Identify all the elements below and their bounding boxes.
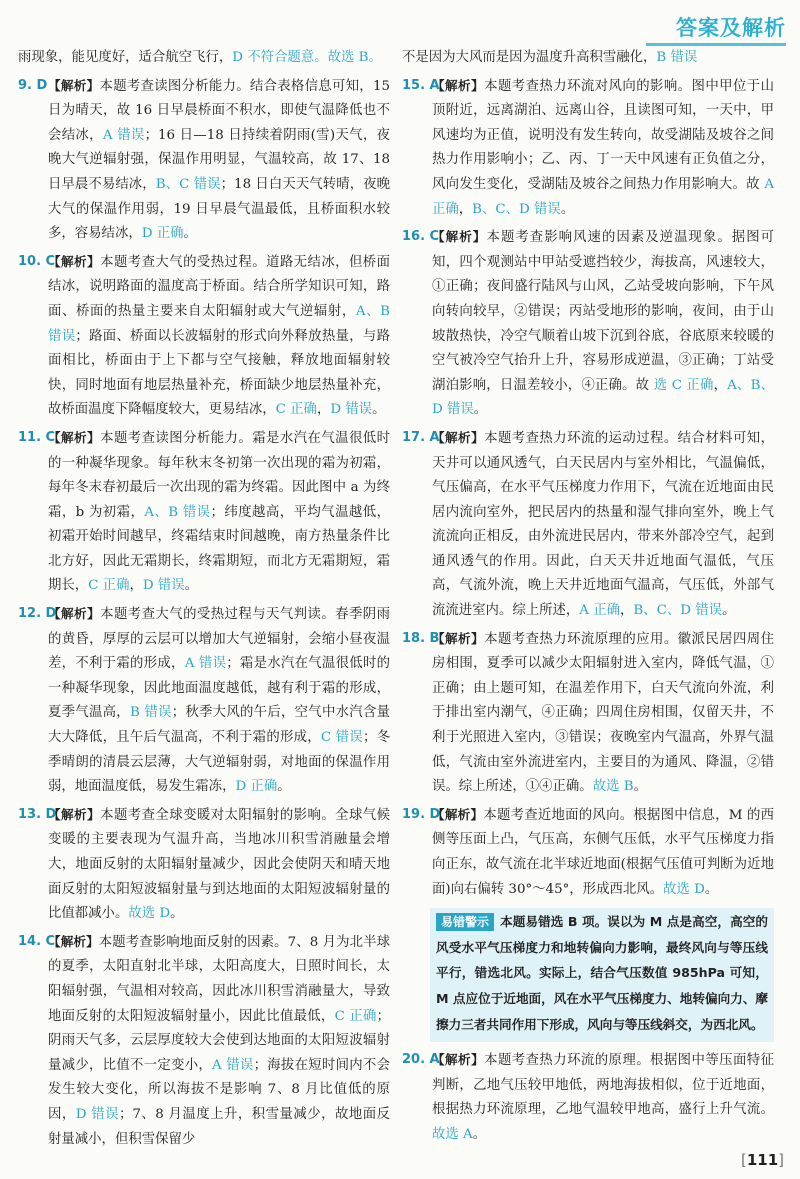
analysis-text: 。 xyxy=(472,1126,487,1142)
analysis-text: ；7、8 月温度上升，积雪量减少，故地面反射量减小，但积雪保留少 xyxy=(48,1106,391,1147)
answer-highlight: D 错误 xyxy=(142,578,185,594)
analysis-text: ， xyxy=(129,578,143,594)
right-column xyxy=(402,46,774,1151)
question-number: 10. C xyxy=(18,253,56,269)
answer-item xyxy=(18,250,390,423)
answer-highlight: A 错误 xyxy=(102,127,145,143)
analysis-text: 本题考查近地面的风向。根据图中信息，M 的西侧等压面上凸，气压高，东侧气压低，水平气压梯度力指向正东，故气流在北半球近地面(根据气压值可判断为近地面)向右偏转 30°～45°，形成西北风。 xyxy=(432,807,775,897)
question-number: 12. D xyxy=(18,606,57,622)
analysis-text: 。 xyxy=(704,881,719,897)
answer-highlight: A 正确 xyxy=(579,603,621,619)
answer-list-right xyxy=(402,74,774,903)
answer-list-left xyxy=(18,74,390,1153)
warning-text: 本题易错选 B 项。误以为 M 点是高空，高空的风受水平气压梯度力和地转偏向力影响，最终风向与等压线平行，错选北风。实际上，结合气压数值 985hPa 可知，M 点应位于近地面，风在水平气压梯度力、地转偏向力、摩擦力三者共同作用下形成，风向与等压线斜交，为西北风。 xyxy=(436,914,768,1032)
analysis-tag: 【解析】 xyxy=(432,429,485,445)
analysis-text: ， xyxy=(620,603,634,619)
answer-highlight: 故选 B xyxy=(592,779,634,795)
analysis-tag: 【解析】 xyxy=(432,229,487,245)
answer-highlight: D 错误 xyxy=(330,402,373,418)
analysis-text: ；纬度越高，平均气温越低，初霜开始时间越早，终霜结束时间越晚，南方热量条件比北方好，因此无霜期长，终霜期短，而北方无霜期短，霜期长， xyxy=(48,504,391,594)
page-number: [111] xyxy=(740,1151,784,1169)
answer-highlight: D 错误 xyxy=(75,1106,119,1122)
continuation-text: 雨现象，能见度好，适合航空飞行，D 不符合题意。故选 B。 xyxy=(18,50,382,65)
answer-highlight: C 正确 xyxy=(275,402,317,418)
question-number: 20. A xyxy=(402,1052,440,1068)
answer-item xyxy=(18,426,390,599)
answer-item xyxy=(402,74,774,223)
analysis-text: ；霜是水汽在气温很低时的一种凝华现象，因此地面温度越低，越有利于霜的形成，夏季气温高， xyxy=(48,656,391,721)
answer-item xyxy=(402,1048,774,1147)
analysis-text: ；18 日白天天气转晴，夜晚大气的保温作用弱，19 日早晨气温最低，且桥面积水较多，容易结冰， xyxy=(48,176,391,242)
warning-label: 易错警示 xyxy=(436,913,494,931)
analysis-text: 本题考查热力环流原理的应用。徽派民居四周住房相围，夏季可以减少太阳辐射进入室内，降低气温，①正确；由上题可知，在温差作用下，白天气流向外流，利于排出室内潮气，④正确；四周住房相围，仅留天井，不利于光照进入室内，③错误；夜晚室内气温高，外界气温低，气流由室外流进室内，主要目的为通风、降温，②错误。综上所述，①④正确。 xyxy=(432,631,775,795)
answer-highlight: 故选 D xyxy=(663,881,705,897)
analysis-text: 本题考查影响地面反射的因素。7、8 月为北半球的夏季，太阳直射北半球，太阳高度大，日照时间长，太阳辐射强，气温相对较高，因此冰川积雪消融量大，导致地面反射的太阳短波辐射量小，因此比值最低， xyxy=(48,934,391,1024)
answer-item xyxy=(402,426,774,624)
analysis-text: ；冬季晴朗的清晨云层薄，大气逆辐射弱，对地面的保温作用弱，地面温度低，易发生霜冻， xyxy=(48,730,391,795)
left-column xyxy=(18,46,390,1155)
error-warning-box xyxy=(430,908,774,1042)
analysis-text: 。 xyxy=(473,402,488,418)
answer-highlight: B、C、D 错误 xyxy=(633,603,723,619)
answer-item xyxy=(402,225,774,423)
analysis-tag: 【解析】 xyxy=(48,806,101,822)
answer-highlight: B、C、D 错误 xyxy=(472,201,561,217)
analysis-text: 。 xyxy=(372,402,386,418)
question-number: 11. C xyxy=(18,429,56,445)
answer-highlight: D 正确 xyxy=(235,779,278,795)
analysis-text: 。 xyxy=(722,603,736,619)
analysis-text: ；海拔在短时间内不会发生较大变化，所以海拔不是影响 7、8 月比值低的原因， xyxy=(48,1057,390,1122)
answer-item xyxy=(402,627,774,800)
analysis-tag: 【解析】 xyxy=(432,77,485,93)
analysis-tag: 【解析】 xyxy=(48,606,101,622)
analysis-text: 本题考查热力环流的原理。根据图中等压面特征判断，乙地气压较甲地低，两地海拔相似，位于近地面，根据热力环流原理，乙地气温较甲地高，盛行上升气流。 xyxy=(432,1053,775,1118)
analysis-text: 本题考查热力环流对风向的影响。图中甲位于山顶附近，远离湖泊、远离山谷，且读图可知，一天中，甲风速均为正值，说明没有发生转向，故受湖陆及坡谷之间热力作用影响小；乙、丙、丁一天中风速有正负值之分，风向发生变化，受湖陆及坡谷之间热力作用影响大。故 xyxy=(432,78,775,192)
answer-highlight: A 正确 xyxy=(432,176,774,217)
answer-highlight: C 正确 xyxy=(334,1008,377,1024)
question-number: 9. D xyxy=(18,77,48,93)
answer-item xyxy=(18,803,390,927)
question-number: 14. C xyxy=(18,933,56,949)
analysis-text: 本题考查影响风速的因素及逆温现象。据图可知，四个观测站中甲站受遮挡较少，海拔高，风速较大，①正确；夜间盛行陆风与山风，乙站受坡向影响，下午风向转向较早，②错误；丙站受地形的影响，夜间，由于山坡散热快，冷空气顺着山坡下沉到谷底，谷底原来较暖的空气被冷空气抬升上升，容易形成逆温，③正确；丁站受湖泊影响，日温差较小，④正确。故 xyxy=(432,230,775,393)
answer-highlight: B 错误 xyxy=(129,705,172,721)
answer-highlight: B、C 错误 xyxy=(155,176,221,192)
answer-item xyxy=(18,602,390,800)
analysis-text: 本题考查热力环流的运动过程。结合材料可知，天井可以通风透气，白天民居内与室外相比，气温偏低，气压偏高，在水平气压梯度力作用下，气流在近地面由民居内流向室外，把民居内的热量和湿气排向室外，晚上气流流向正相反，由外流进民居内，带来外部冷空气，起到通风透气的作用。因此，白天天井近地面气温低，气压高，气流外流，晚上天井近地面气温高，气压低，外部气流流进室内。综上所述， xyxy=(432,430,775,619)
analysis-text: 本题考查大气的受热过程。道路无结冰，但桥面结冰，说明路面的温度高于桥面。结合所学知识可知，路面、桥面的热量主要来自太阳辐射或大气逆辐射， xyxy=(48,254,391,319)
header-title: 答案及解析 xyxy=(676,16,786,40)
analysis-text: 。 xyxy=(277,779,291,795)
answer-highlight: A、B 错误 xyxy=(144,504,211,520)
analysis-text: 本题考查大气的受热过程与天气判读。春季阴雨的黄昏，厚厚的云层可以增加大气逆辐射，会缩小昼夜温差，不利于霜的形成， xyxy=(48,607,391,672)
question-number: 13. D xyxy=(18,806,57,822)
analysis-tag: 【解析】 xyxy=(48,429,101,445)
analysis-tag: 【解析】 xyxy=(48,77,100,93)
question-number: 16. C xyxy=(402,229,440,245)
analysis-tag: 【解析】 xyxy=(432,1052,485,1068)
analysis-text: 。 xyxy=(170,906,184,922)
question-number: 17. A xyxy=(402,429,440,445)
analysis-text: ；阴雨天气多，云层厚度较大会使到达地面的太阳短波辐射量减少，比值不一定变小， xyxy=(48,1008,391,1073)
analysis-text: 本题考查读图分析能力。霜是水汽在气温很低时的一种凝华现象。每年秋末冬初第一次出现的霜为初霜，每年冬末春初最后一次出现的霜为终霜。因此图中 a 为终霜，b 为初霜， xyxy=(48,430,391,520)
analysis-text: 。 xyxy=(560,201,575,217)
analysis-text: ；路面、桥面以长波辐射的形式向外释放热量，与路面相比，桥面由于上下都与空气接触，释放地面辐射较快，同时地面有地层热量补充，桥面缺少地层热量补充，故桥面温度下降幅度较大，更易结冰， xyxy=(48,328,391,418)
question-number: 19. D xyxy=(402,806,441,822)
answer-highlight: 故选 D xyxy=(128,906,171,922)
question-number: 18. B xyxy=(402,630,440,646)
answer-highlight: D 正确 xyxy=(141,226,184,242)
answer-highlight: A、B、D 错误 xyxy=(432,377,774,418)
answer-list-right-end xyxy=(402,1048,774,1147)
analysis-text: 。 xyxy=(184,578,199,594)
analysis-text: ， xyxy=(458,201,473,217)
analysis-text: 本题考查读图分析能力。结合表格信息可知，15 日为晴天，故 16 日早晨桥面不积水，即使气温降低也不会结冰， xyxy=(48,78,391,143)
answer-highlight: 故选 A xyxy=(432,1126,473,1142)
answer-highlight: A 错误 xyxy=(184,656,227,672)
analysis-text: ；秋季大风的午后，空气中水汽含量大大降低，且午后气温高，不利于霜的形成， xyxy=(48,705,391,746)
answer-highlight: A、B 错误 xyxy=(48,303,391,344)
analysis-tag: 【解析】 xyxy=(48,933,99,949)
answer-item xyxy=(18,930,390,1152)
analysis-tag: 【解析】 xyxy=(48,253,101,269)
analysis-text: ， xyxy=(316,402,331,418)
answer-item xyxy=(18,74,390,247)
answer-highlight: 选 C 正确 xyxy=(653,377,714,393)
analysis-text: 。 xyxy=(633,779,647,795)
answer-item xyxy=(402,803,774,902)
continuation-text: 不是因为大风而是因为温度升高积雪融化，B 错误 xyxy=(402,50,698,65)
analysis-text: ， xyxy=(713,377,728,393)
answer-highlight: C 正确 xyxy=(88,578,130,594)
answer-highlight: C 错误 xyxy=(320,730,363,746)
analysis-text: 。 xyxy=(183,226,197,242)
analysis-tag: 【解析】 xyxy=(432,630,485,646)
analysis-tag: 【解析】 xyxy=(432,806,484,822)
analysis-text: ；16 日—18 日持续着阴雨(雪)天气，夜晚大气逆辐射强，保温作用明显，气温较高，故 17、18 日早晨不易结冰， xyxy=(48,127,390,192)
answer-highlight: A 错误 xyxy=(212,1057,254,1073)
analysis-text: 本题考查全球变暖对太阳辐射的影响。全球气候变暖的主要表现为气温升高，当地冰川积雪消融量会增大，地面反射的太阳辐射量减少，因此会使阴天和晴天地面反射的太阳短波辐射量与到达地面的太阳短波辐射量的比值都减小。 xyxy=(48,807,391,922)
question-number: 15. A xyxy=(402,77,440,93)
